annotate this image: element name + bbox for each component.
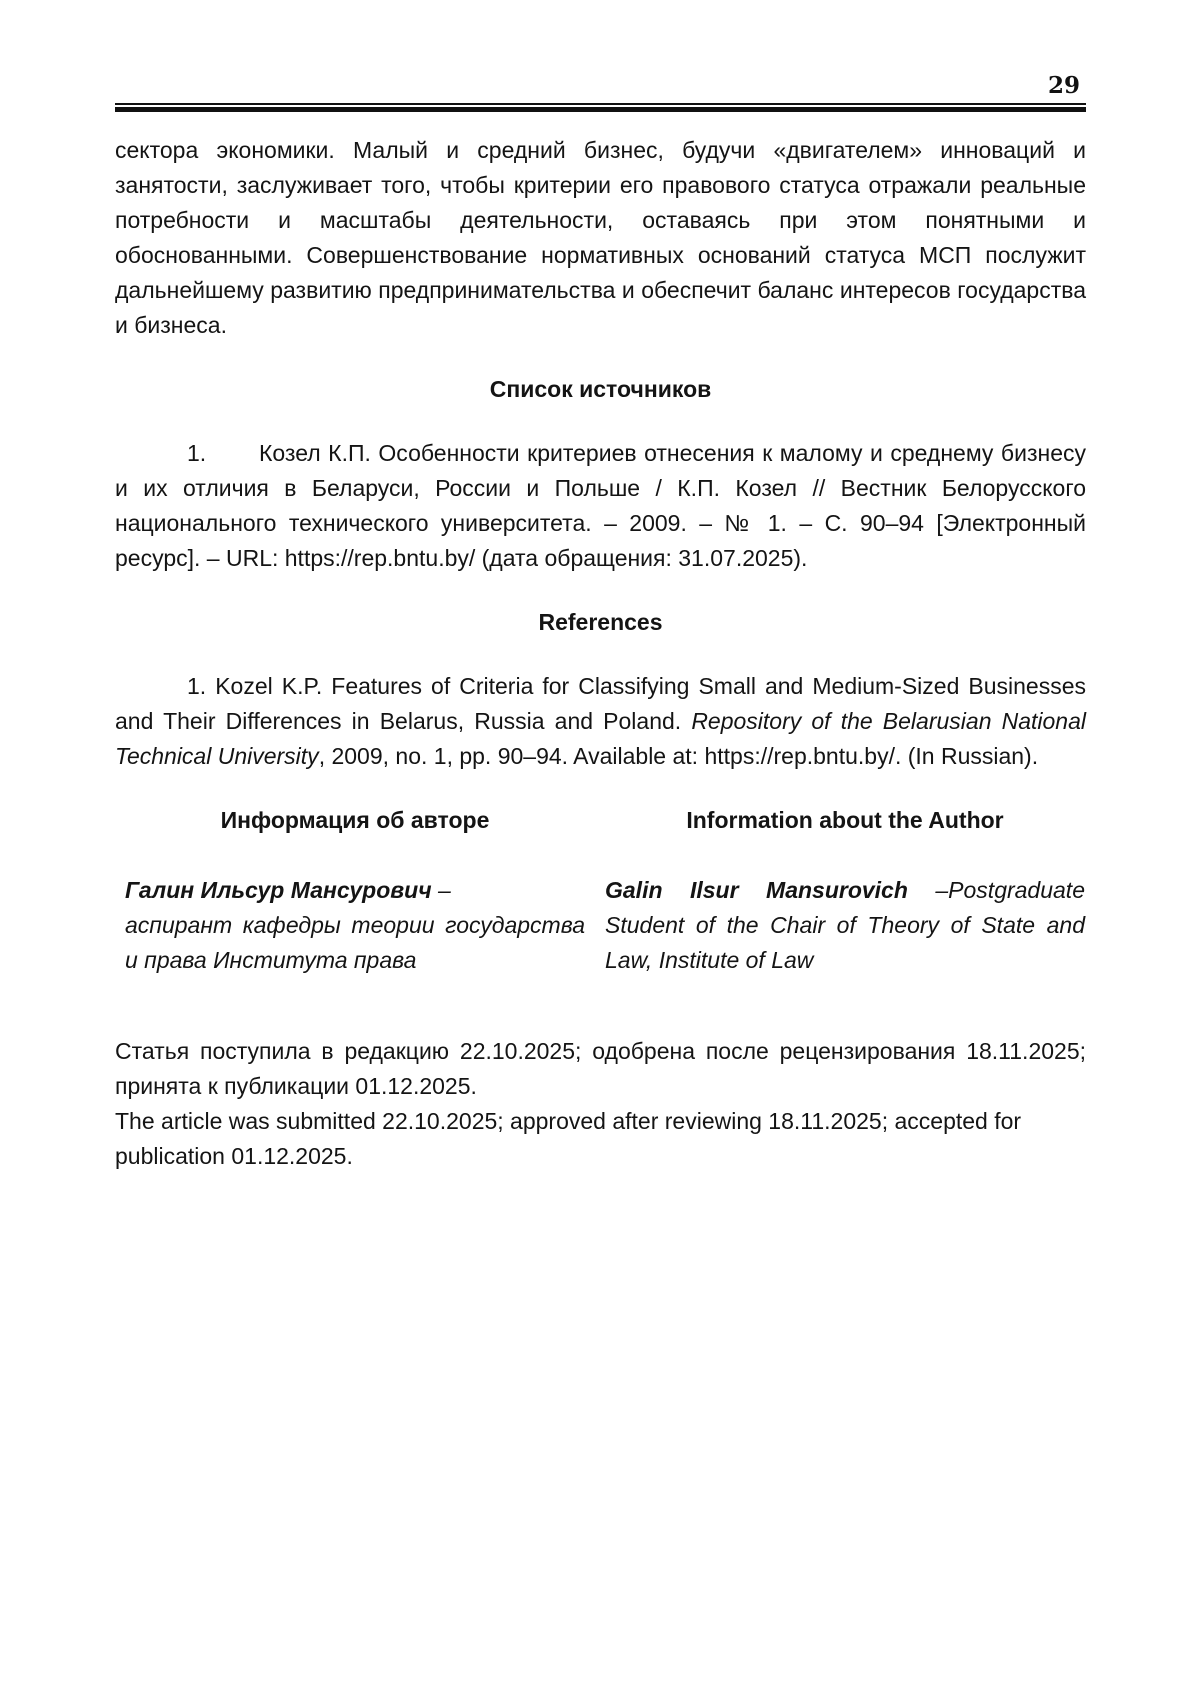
source-item [115, 436, 1086, 576]
author-name-en: Galin Ilsur Mansurovich [605, 877, 908, 903]
header-rule-thick-line [115, 107, 1086, 112]
sources-title: Список источников [489, 376, 712, 402]
author-info-en [605, 803, 1085, 978]
article-dates [115, 1034, 1086, 1174]
dates-en: The article was submitted 22.10.2025; approved after reviewing 18.11.2025; accepted for publication 01.12.2025. [115, 1108, 1022, 1169]
author-name-ru: Галин Ильсур Мансурович [125, 877, 432, 903]
author-separator-ru: – [431, 877, 451, 903]
reference-item [115, 669, 1086, 774]
source-item-number: 1. [187, 440, 207, 466]
author-text-ru [125, 873, 585, 978]
reference-item-text-after: , 2009, no. 1, pp. 90–94. Available at: https://rep.bntu.by/. (In Russian). [318, 743, 1039, 769]
author-description-en: Postgraduate Student of the Chair of Theory of State and Law, Institute of Law [605, 877, 1085, 973]
author-text-en [605, 873, 1085, 978]
dates-ru: Статья поступила в редакцию 22.10.2025; одобрена после рецензирования 18.11.2025; принята к публикации 01.12.2025. [115, 1038, 1086, 1099]
header-rule [115, 103, 1086, 112]
author-heading-en: Information about the Author [686, 807, 1004, 833]
reference-item-number: 1. [187, 673, 207, 699]
author-separator-en: – [907, 877, 949, 903]
reference-item-journal: Repository of the Belarusian National Technical University [115, 708, 1086, 769]
intro-paragraph: сектора экономики. Малый и средний бизнес, будучи «двигателем» инноваций и занятости, заслуживает того, чтобы критерии его правового статуса отражали реальные потребности и масштабы деятельности, оставаясь при этом понятными и обоснованными. Совершенствование нормативных оснований статуса МСП послужит дальнейшему развитию предпринимательства и обеспечит баланс интересов государства и бизнеса. [115, 137, 1086, 338]
references-title: References [538, 609, 663, 635]
author-heading-ru: Информация об авторе [220, 807, 490, 833]
header-rule-thin-line [115, 103, 1086, 105]
source-item-text: Козел К.П. Особенности критериев отнесения к малому и среднему бизнесу и их отличия в Беларуси, России и Польше / К.П. Козел // Вестник Белорусского национального технического университета. – 2009. – № 1. – С. 90–94 [Электронный ресурс]. – URL: https://rep.bntu.by/ (дата обращения: 31.07.2025). [115, 440, 1086, 571]
author-info-block [115, 803, 1086, 988]
reference-item-text-before: Kozel K.P. Features of Criteria for Classifying Small and Medium-Sized Businesses and Their Differences in Belarus, Russia and Poland. [115, 673, 1086, 734]
page-number: 29 [1047, 72, 1080, 99]
author-info-ru [125, 803, 585, 978]
page-content [115, 133, 1086, 1174]
author-description-ru: аспирант кафедры теории государства и права Института права [125, 912, 585, 973]
